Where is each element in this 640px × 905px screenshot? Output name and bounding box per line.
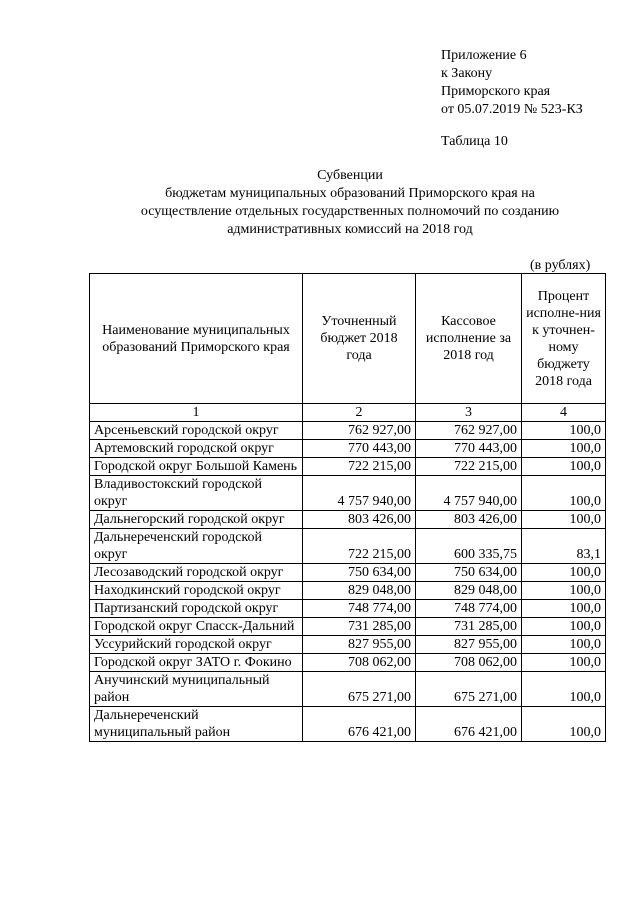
table-row	[90, 529, 606, 564]
units-note: (в рублях)	[530, 258, 591, 273]
execution-cell: 731 285,00	[416, 618, 522, 636]
municipality-cell: Уссурийский городской округ	[90, 636, 303, 654]
column-number: 4	[522, 404, 606, 422]
budget-cell: 762 927,00	[303, 422, 416, 440]
execution-cell: 600 335,75	[416, 529, 522, 564]
budget-cell: 748 774,00	[303, 600, 416, 618]
table-row	[90, 458, 606, 476]
percent-cell: 100,0	[522, 564, 606, 582]
execution-cell: 4 757 940,00	[416, 476, 522, 511]
table-row	[90, 582, 606, 600]
column-number: 2	[303, 404, 416, 422]
percent-cell: 83,1	[522, 529, 606, 564]
table-row	[90, 707, 606, 742]
percent-cell: 100,0	[522, 458, 606, 476]
budget-cell: 676 421,00	[303, 707, 416, 742]
execution-cell: 676 421,00	[416, 707, 522, 742]
title-line-2: бюджетам муниципальных образований Приморского края на	[165, 186, 535, 201]
column-number: 3	[416, 404, 522, 422]
municipality-cell: Дальнереченский городской округ	[90, 529, 303, 564]
table-number-label: Таблица 10	[441, 134, 508, 149]
table-body	[90, 422, 606, 742]
percent-cell: 100,0	[522, 422, 606, 440]
percent-cell: 100,0	[522, 618, 606, 636]
appendix-line-1: Приложение 6	[441, 48, 527, 63]
budget-cell: 750 634,00	[303, 564, 416, 582]
appendix-reference	[441, 47, 583, 119]
table-row	[90, 600, 606, 618]
municipality-cell: Лесозаводский городской округ	[90, 564, 303, 582]
budget-cell: 722 215,00	[303, 529, 416, 564]
table-header-row	[90, 274, 606, 404]
budget-cell: 803 426,00	[303, 511, 416, 529]
budget-cell: 708 062,00	[303, 654, 416, 672]
municipality-cell: Дальнегорский городской округ	[90, 511, 303, 529]
execution-cell: 762 927,00	[416, 422, 522, 440]
municipality-cell: Находкинский городской округ	[90, 582, 303, 600]
budget-cell: 770 443,00	[303, 440, 416, 458]
percent-cell: 100,0	[522, 672, 606, 707]
header-execution: Кассовое исполнение за 2018 год	[416, 274, 522, 404]
percent-cell: 100,0	[522, 582, 606, 600]
table-row	[90, 422, 606, 440]
execution-cell: 708 062,00	[416, 654, 522, 672]
municipality-cell: Партизанский городской округ	[90, 600, 303, 618]
budget-cell: 722 215,00	[303, 458, 416, 476]
municipality-cell: Городской округ Спасск-Дальний	[90, 618, 303, 636]
header-municipality: Наименование муниципальных образований Приморского края	[90, 274, 303, 404]
header-percent: Процент исполне-ния к уточнен-ному бюджету 2018 года	[522, 274, 606, 404]
execution-cell: 748 774,00	[416, 600, 522, 618]
budget-cell: 675 271,00	[303, 672, 416, 707]
municipality-cell: Городской округ ЗАТО г. Фокино	[90, 654, 303, 672]
table-row	[90, 636, 606, 654]
municipality-cell: Дальнереченский муниципальный район	[90, 707, 303, 742]
appendix-line-4: от 05.07.2019 № 523-КЗ	[441, 102, 583, 117]
execution-cell: 722 215,00	[416, 458, 522, 476]
municipality-cell: Анучинский муниципальный район	[90, 672, 303, 707]
percent-cell: 100,0	[522, 636, 606, 654]
execution-cell: 829 048,00	[416, 582, 522, 600]
title-line-1: Субвенции	[317, 168, 383, 183]
table-row	[90, 476, 606, 511]
execution-cell: 675 271,00	[416, 672, 522, 707]
document-title	[90, 167, 610, 239]
table-row	[90, 511, 606, 529]
budget-cell: 827 955,00	[303, 636, 416, 654]
budget-cell: 731 285,00	[303, 618, 416, 636]
execution-cell: 750 634,00	[416, 564, 522, 582]
column-number: 1	[90, 404, 303, 422]
percent-cell: 100,0	[522, 511, 606, 529]
appendix-line-3: Приморского края	[441, 84, 551, 99]
title-line-3: осуществление отдельных государственных полномочий по созданию	[140, 204, 560, 219]
percent-cell: 100,0	[522, 600, 606, 618]
percent-cell: 100,0	[522, 707, 606, 742]
execution-cell: 770 443,00	[416, 440, 522, 458]
municipality-cell: Арсеньевский городской округ	[90, 422, 303, 440]
percent-cell: 100,0	[522, 440, 606, 458]
table-row	[90, 440, 606, 458]
budget-cell: 4 757 940,00	[303, 476, 416, 511]
header-budget: Уточненный бюджет 2018 года	[303, 274, 416, 404]
table-row	[90, 654, 606, 672]
table-row	[90, 672, 606, 707]
municipality-cell: Артемовский городской округ	[90, 440, 303, 458]
title-line-4: административных комиссий на 2018 год	[227, 222, 473, 237]
budget-cell: 829 048,00	[303, 582, 416, 600]
table-row	[90, 618, 606, 636]
percent-cell: 100,0	[522, 654, 606, 672]
appendix-line-2: к Закону	[441, 66, 493, 81]
percent-cell: 100,0	[522, 476, 606, 511]
municipality-cell: Владивостокский городской округ	[90, 476, 303, 511]
table-row	[90, 564, 606, 582]
column-number-row	[90, 404, 606, 422]
municipality-cell: Городской округ Большой Камень	[90, 458, 303, 476]
execution-cell: 827 955,00	[416, 636, 522, 654]
execution-cell: 803 426,00	[416, 511, 522, 529]
subventions-table	[89, 273, 606, 742]
